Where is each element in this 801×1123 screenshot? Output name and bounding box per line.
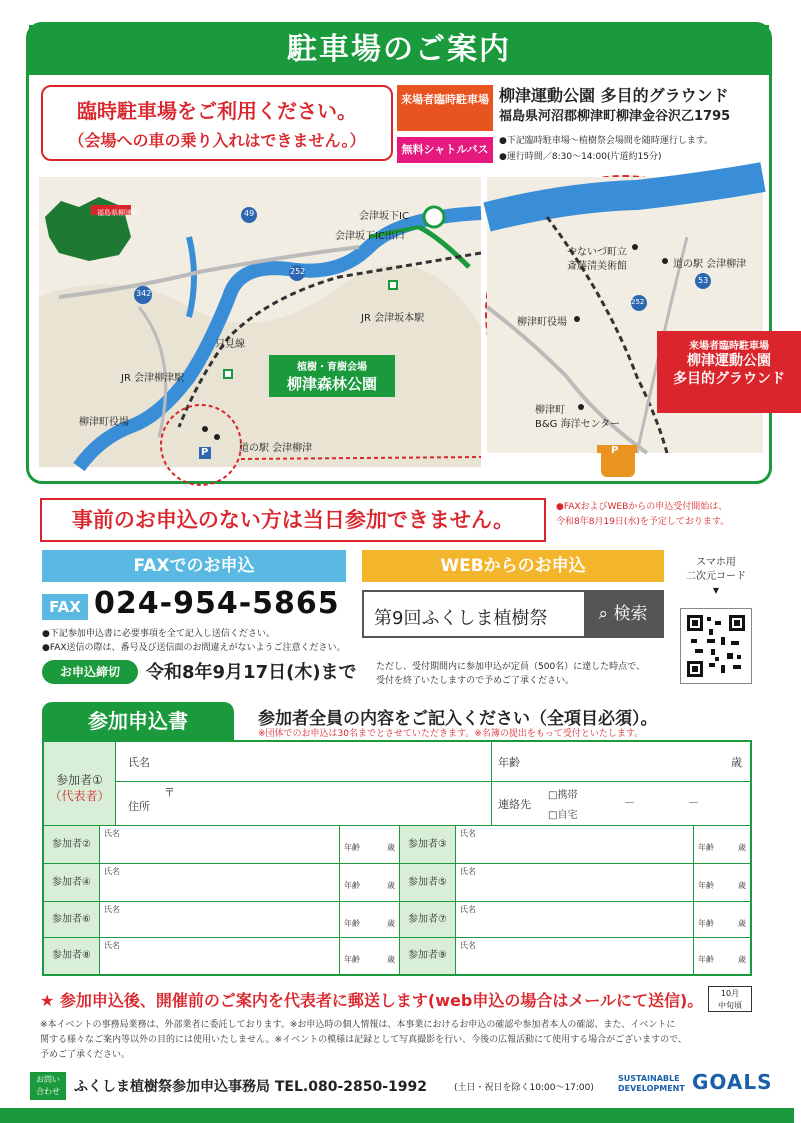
qr-code-graphic [687, 615, 745, 677]
participant-3-label: 参加者③ [400, 826, 456, 864]
web-application-header: WEBからのお申込 [362, 550, 664, 582]
contact-badge-2: 合わせ [36, 1087, 60, 1096]
zoom-parking-mark: P [611, 445, 619, 456]
phone-dash-1: － [624, 796, 635, 809]
label-station-sakamoto: JR 会津坂本駅 [361, 313, 425, 324]
area-map [39, 177, 481, 467]
parking-venue-name: 柳津運動公園 多目的グラウンド [499, 86, 729, 105]
participant-3-name-label: 氏名 [460, 829, 476, 838]
participant-7-age[interactable] [694, 902, 750, 938]
chevron-down-icon: ▼ [712, 586, 720, 595]
participant-6-label: 参加者⑥ [44, 902, 100, 938]
participant-8-age-label: 年齢 [344, 955, 360, 964]
participant-6-name[interactable] [100, 902, 340, 938]
web-search-box[interactable] [362, 590, 664, 638]
label-ic: 会津坂下IC [359, 211, 409, 222]
participant-8-age[interactable] [340, 938, 400, 974]
participant-2-age-label: 年齢 [344, 843, 360, 852]
participant-3-age[interactable] [694, 826, 750, 864]
parking-title: 駐車場のご案内 [29, 25, 769, 75]
participant-5-age-label: 年齢 [698, 881, 714, 890]
participant-2-name-label: 氏名 [104, 829, 120, 838]
search-text: 第9回ふくしま植樹祭 [374, 608, 548, 629]
search-icon: ⌕ [598, 604, 609, 624]
bus-note-2: ●運行時間／8:30～14:00(片道約15分) [499, 152, 662, 162]
search-button[interactable] [584, 592, 662, 636]
participant-4-age-unit: 歳 [387, 881, 395, 890]
form-sub-note: ※団体でのお申込は30名までとさせていただきます。※名簿の提出をもって受付といたします。 [258, 729, 644, 739]
forest-park-venue-tag [269, 355, 395, 397]
no-walk-in-warning: 事前のお申込のない方は当日参加できません。 [40, 498, 546, 542]
label-station-yanaizu: JR 会津柳津駅 [121, 373, 185, 384]
participant-9-age-label: 年齢 [698, 955, 714, 964]
form-tab: 参加申込書 [42, 702, 234, 740]
label-route-252: 252 [290, 267, 306, 276]
rep-age-label: 年齢 [498, 756, 520, 769]
participant-6-age[interactable] [340, 902, 400, 938]
participant-4-age[interactable] [340, 864, 400, 902]
participant-7-age-label: 年齢 [698, 919, 714, 928]
venue-tag-small: 植樹・育樹会場 [297, 362, 367, 373]
tag-temp-parking [397, 85, 493, 131]
deadline-date: 令和8年9月17日(木)まで [146, 662, 357, 683]
tag-shuttle-bus: 無料シャトルバス [397, 137, 493, 163]
rep-name-label: 氏名 [128, 756, 150, 769]
tag-temp-parking-label: 来場者臨時駐車場 [401, 93, 489, 106]
fine-print [40, 1018, 752, 1063]
parking-venue-address: 福島県河沼郡柳津町柳津金谷沢乙1795 [499, 109, 731, 124]
fine-2: 関する様々なご案内等以外の目的には使用いたしません。※イベントの模様は記録として写真撮影を行い、今後の広報活動にて使用する場合がございますので、 [40, 1035, 687, 1045]
participant-9-name-label: 氏名 [460, 941, 476, 950]
postal-mark: 〒 [164, 786, 175, 799]
rep-age-field[interactable] [492, 742, 750, 782]
participant-5-name[interactable] [456, 864, 694, 902]
fax-note-1: ●下記参加申込書に必要事項を全て記入し送信ください。 [42, 629, 275, 639]
participant-9-age-unit: 歳 [738, 955, 746, 964]
callout-line-2: 多目的グラウンド [673, 371, 785, 387]
notice-main: 臨時駐車場をご利用ください。 [77, 99, 357, 123]
participant-7-name-label: 氏名 [460, 905, 476, 914]
contact-info: ふくしま植樹祭参加申込事務局 TEL.080-2850-1992 [74, 1079, 428, 1095]
participant-8-age-unit: 歳 [387, 955, 395, 964]
label-ic-exit: 会津坂下IC出口 [335, 231, 405, 242]
participant-5-age-unit: 歳 [738, 881, 746, 890]
label-michinoeki: 道の駅 会津柳津 [239, 443, 313, 454]
participant-2-age[interactable] [340, 826, 400, 864]
contact-badge-1: お問い [36, 1075, 60, 1084]
participant-2-age-unit: 歳 [387, 843, 395, 852]
participant-4-label: 参加者④ [44, 864, 100, 902]
warn-note-2: 令和8年8月19日(水)を予定しております。 [556, 517, 730, 527]
participant-5-label: 参加者⑤ [400, 864, 456, 902]
rep-label-1: 参加者① [56, 773, 103, 787]
zoom-michinoeki: 道の駅 会津柳津 [673, 259, 747, 270]
fax-application-header: FAXでのお申込 [42, 550, 346, 582]
home-checkbox[interactable]: □自宅 [548, 810, 578, 821]
participant-6-age-unit: 歳 [387, 919, 395, 928]
participant-3-age-label: 年齢 [698, 843, 714, 852]
participant-8-name[interactable] [100, 938, 340, 974]
participant-4-name[interactable] [100, 864, 340, 902]
participant-7-label: 参加者⑦ [400, 902, 456, 938]
rep-age-unit: 歳 [731, 756, 742, 769]
notice-sub: （会場への車の乗り入れはできません。） [68, 131, 366, 150]
participant-4-name-label: 氏名 [104, 867, 120, 876]
participant-4-age-label: 年齢 [344, 881, 360, 890]
participant-9-age[interactable] [694, 938, 750, 974]
map-parking-mark: P [201, 447, 209, 458]
fax-number: 024-954-5865 [94, 586, 340, 621]
zoom-museum-1: やないづ町立 [567, 247, 627, 258]
bus-note-1: ●下記臨時駐車場～植樹祭会場間を随時運行します。 [499, 136, 714, 146]
callout-line-1: 柳津運動公園 [687, 353, 771, 369]
zoom-bg-2: B&G 海洋センター [535, 419, 621, 430]
zoom-route-53: 53 [698, 276, 709, 285]
application-start-note [556, 500, 729, 530]
fax-note-2: ●FAX送信の際は、番号及び送信面のお間違えがないようご注意ください。 [42, 643, 346, 653]
form-heading: 参加者全員の内容をご記入ください（全項目必須）。 [258, 709, 658, 729]
venue-tag-name: 柳津森林公園 [286, 375, 377, 393]
rep-address-field[interactable] [116, 782, 492, 826]
sdg-1: SUSTAINABLE [618, 1074, 680, 1083]
participant-7-age-unit: 歳 [738, 919, 746, 928]
parking-section [26, 22, 785, 484]
label-tadami-line: 只見線 [215, 339, 245, 350]
sdg-logo-text [618, 1074, 685, 1094]
phone-dash-2: － [688, 796, 699, 809]
oct-1: 10月 [720, 989, 740, 998]
rep-contact-field[interactable] [492, 782, 750, 826]
participant-2-name[interactable] [100, 826, 340, 864]
rep-label-2: （代表者） [49, 789, 110, 803]
deadline-note-1: ただし、受付期間内に参加申込が定員（500名）に達した時点で、 [376, 662, 645, 672]
contact-badge [30, 1072, 66, 1100]
sdg-2: DEVELOPMENT [618, 1084, 685, 1093]
bottom-bar [0, 1108, 794, 1123]
participant-8-name-label: 氏名 [104, 941, 120, 950]
participant-9-label: 参加者⑨ [400, 938, 456, 974]
rep-contact-label: 連絡先 [498, 798, 531, 811]
zoom-museum-2: 斎藤清美術館 [567, 261, 627, 272]
mobile-checkbox[interactable]: □携帯 [548, 790, 578, 801]
qr-label-2: 二次元コード [686, 571, 746, 582]
search-button-label: 検索 [613, 604, 648, 624]
mid-october-box [708, 986, 752, 1012]
qr-label-1: スマホ用 [696, 557, 736, 568]
inset-label: 福島県柳津町 [97, 209, 139, 217]
fax-badge: FAX [42, 594, 88, 620]
rep-address-label: 住所 [128, 800, 150, 813]
participant-5-name-label: 氏名 [460, 867, 476, 876]
label-route-49: 49 [244, 209, 255, 218]
parking-notice [41, 85, 393, 161]
participant-3-name[interactable] [456, 826, 694, 864]
sdg-goals-logo: GOALS [692, 1070, 773, 1094]
zoom-bg-1: 柳津町 [535, 405, 565, 416]
zoom-route-252: 252 [631, 298, 645, 306]
callout-small: 来場者臨時駐車場 [689, 341, 769, 352]
fine-1: ※本イベントの事務局業務は、外部業者に委託しております。※お申込時の個人情報は、本事業におけるお申込の確認や参加者本人の確認、また、イベントに [40, 1020, 676, 1030]
deadline-note [376, 660, 645, 688]
oct-2: 中旬頃 [718, 1001, 742, 1010]
participant-6-name-label: 氏名 [104, 905, 120, 914]
qr-code[interactable] [680, 608, 752, 684]
participant-8-label: 参加者⑧ [44, 938, 100, 974]
participant-2-label: 参加者② [44, 826, 100, 864]
deadline-note-2: 受付を終了いたしますので予めご了承ください。 [376, 676, 575, 686]
participant-9-name[interactable] [456, 938, 694, 974]
qr-label [680, 556, 752, 598]
temp-parking-callout [657, 331, 801, 413]
participant-3-age-unit: 歳 [738, 843, 746, 852]
fine-3: 予めご了承ください。 [40, 1050, 131, 1060]
application-form [42, 740, 752, 976]
zoom-town-office: 柳津町役場 [517, 317, 567, 328]
deadline-badge: お申込締切 [42, 660, 138, 684]
rep-name-field[interactable] [116, 742, 492, 782]
contact-hours: (土日・祝日を除く10:00～17:00) [454, 1083, 594, 1093]
warn-note-1: ●FAXおよびWEBからの申込受付開始は、 [556, 502, 728, 512]
participant-5-age[interactable] [694, 864, 750, 902]
label-route-342: 342 [136, 289, 152, 298]
participant-6-age-label: 年齢 [344, 919, 360, 928]
after-application-note: ★ 参加申込後、開催前のご案内を代表者に郵送します(web申込の場合はメールにて送信)。 [40, 991, 704, 1010]
representative-label [44, 742, 116, 826]
label-town-office: 柳津町役場 [79, 417, 129, 428]
participant-7-name[interactable] [456, 902, 694, 938]
